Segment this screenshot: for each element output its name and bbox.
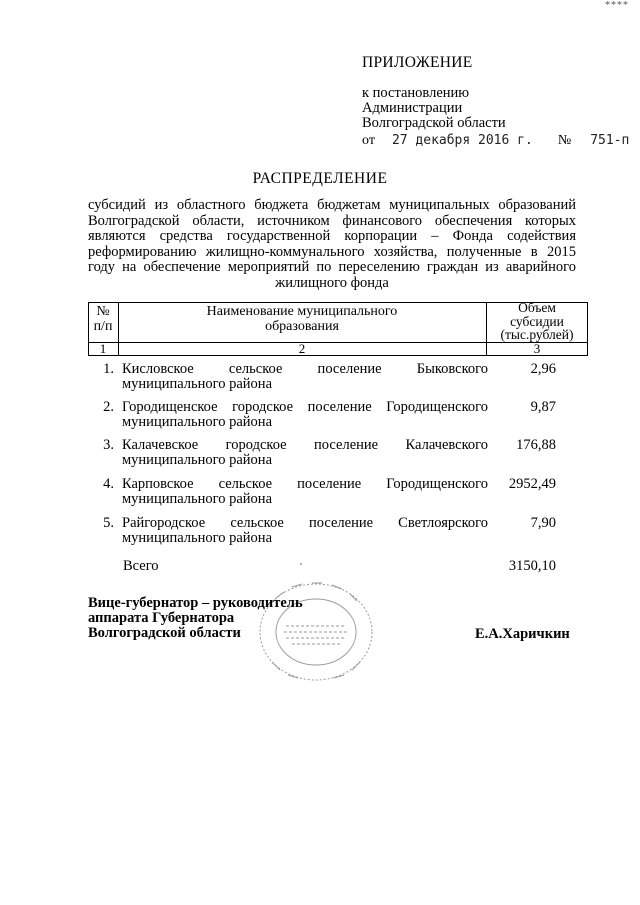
signer-line: аппарата Губернатора <box>88 610 235 626</box>
document-intro: субсидий из областного бюджета бюджетам муниципальных образований Волгоградской области, источником финансового обеспечения которых являются средства государственной корпорации – Фонда содействия реформированию жилищно-коммунального хозяйства, полученные в 2015 году на обеспечение мероприятий по переселению граждан из аварийного жилищного фонда <box>88 197 576 291</box>
row-name <box>122 362 488 392</box>
decree-reference <box>362 133 629 149</box>
header-amount-line: (тыс.рублей) <box>500 327 574 342</box>
row-name-line: Райгородское сельское поселение Светлоярского <box>122 515 488 531</box>
appendix-title: ПРИЛОЖЕНИЕ <box>362 54 473 71</box>
header-num <box>88 304 118 334</box>
row-amount: 176,88 <box>516 437 556 453</box>
row-name <box>122 400 488 430</box>
row-name <box>122 477 488 507</box>
appendix-line: Администрации <box>362 100 463 116</box>
row-amount: 7,90 <box>530 515 556 531</box>
row-number: 4. <box>103 476 114 492</box>
row-name-line: Городищенское городское поселение Городищенского <box>122 399 488 415</box>
column-number: 2 <box>298 341 306 356</box>
scan-speck <box>300 563 302 565</box>
header-name <box>118 304 486 334</box>
row-amount: 2,96 <box>530 361 556 377</box>
column-number: 3 <box>533 341 541 356</box>
header-amount-line: Объем <box>518 300 556 315</box>
appendix-line: Волгоградской области <box>362 115 506 131</box>
signer-position <box>88 596 303 641</box>
row-name <box>122 516 488 546</box>
document-title: РАСПРЕДЕЛЕНИЕ <box>252 170 388 187</box>
header-amount <box>486 301 588 342</box>
header-name-line: образования <box>265 319 339 334</box>
row-name-line: муниципального района <box>122 376 272 392</box>
stamp-ring-text <box>272 662 360 678</box>
header-name-line: Наименование муниципального <box>206 304 398 319</box>
total-label: Всего <box>123 558 159 574</box>
row-name-line: Карповское сельское поселение Городищенского <box>122 476 488 492</box>
appendix-block <box>362 86 506 131</box>
row-name <box>122 438 488 468</box>
signer-line: Вице-губернатор – руководитель <box>88 595 303 611</box>
row-name-line: муниципального района <box>122 414 272 430</box>
row-name-line: Кисловское сельское поселение Быковского <box>122 361 488 377</box>
date-prefix: от <box>362 133 375 148</box>
row-name-line: муниципального района <box>122 530 272 546</box>
header-amount-line: субсидии <box>510 313 564 329</box>
decree-number: 751-п <box>590 133 630 148</box>
appendix-line: к постановлению <box>362 85 470 101</box>
row-amount: 2952,49 <box>508 476 556 492</box>
row-number: 2. <box>103 399 114 415</box>
decree-date: 27 декабря 2016 г. <box>391 133 533 148</box>
row-number: 3. <box>103 437 114 453</box>
row-name-line: муниципального района <box>122 491 272 507</box>
row-number: 5. <box>103 515 114 531</box>
row-name-line: Калачевское городское поселение Калачевского <box>122 437 488 453</box>
row-amount: 9,87 <box>530 399 556 415</box>
row-number: 1. <box>103 361 114 377</box>
total-value: 3150,10 <box>508 558 556 574</box>
row-name-line: муниципального района <box>122 452 272 468</box>
header-num-line: № <box>96 304 110 319</box>
number-prefix: № <box>557 133 572 148</box>
header-num-line: п/п <box>93 319 113 334</box>
signer-line: Волгоградской области <box>88 625 241 641</box>
corner-mark: **** <box>605 0 629 11</box>
signer-name: Е.А.Харичкин <box>475 626 570 642</box>
column-number: 1 <box>99 341 107 356</box>
